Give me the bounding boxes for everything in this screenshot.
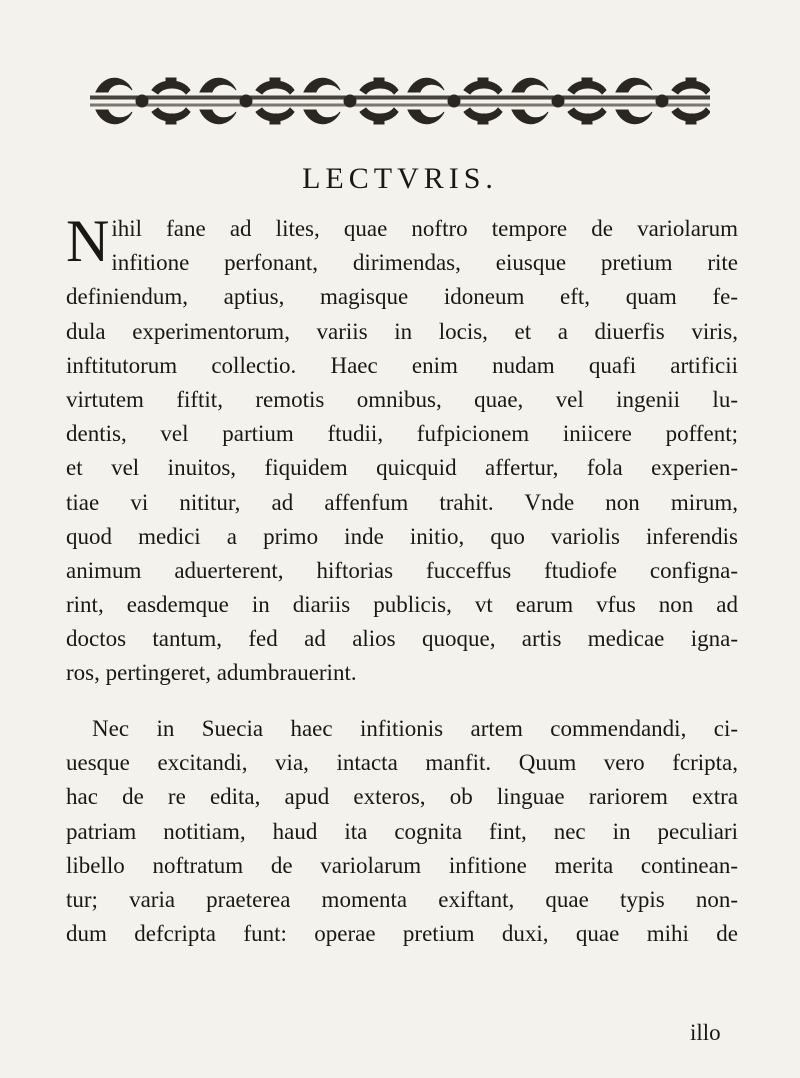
text-line: libello noftratum de variolarum infitione merita continean-	[66, 852, 738, 878]
text-line: definiendum, aptius, magisque idoneum eft, quam fe-	[66, 284, 738, 310]
text-line: dum defcripta funt: operae pretium duxi, quae mihi de	[66, 921, 738, 947]
catchword: illo	[690, 1020, 721, 1045]
text-line: virtutem fiftit, remotis omnibus, quae, vel ingenii lu-	[66, 386, 738, 412]
paragraph-2	[66, 712, 738, 951]
text-line: dentis, vel partium ftudii, fufpicionem iniicere poffent;	[66, 421, 738, 447]
text-line: ros, pertingeret, adumbrauerint.	[66, 660, 357, 686]
text-line: doctos tantum, fed ad alios quoque, artis medicae igna-	[66, 626, 738, 652]
text-line: patriam notitiam, haud ita cognita fint, nec in peculiari	[66, 818, 738, 844]
text-line: quod medici a primo inde initio, quo variolis inferendis	[66, 523, 738, 549]
text-line: Nec in Suecia haec infitionis artem commendandi, ci-	[92, 716, 738, 741]
header-ornament-band	[90, 70, 710, 132]
text-line: dula experimentorum, variis in locis, et a diuerfis viris,	[66, 318, 738, 344]
text-line: tur; varia praeterea momenta exiftant, quae typis non-	[66, 886, 738, 912]
text-line: rint, easdemque in diariis publicis, vt earum vfus non ad	[66, 592, 738, 618]
text-line: et vel inuitos, fiquidem quicquid affertur, fola experien-	[66, 455, 738, 481]
text-line: inftitutorum collectio. Haec enim nudam quafi artificii	[66, 352, 738, 378]
text-line: hac de re edita, apud exteros, ob linguae rariorem extra	[66, 784, 738, 810]
drop-cap: N	[66, 208, 110, 274]
text-line: uesque excitandi, via, intacta manfit. Quum vero fcripta,	[66, 750, 738, 776]
text-line: ihil fane ad lites, quae noftro tempore de variolarum	[111, 216, 738, 241]
paragraph-1	[66, 208, 738, 691]
text-line: animum aduerterent, hiftorias fucceffus ftudiofe configna-	[66, 557, 738, 583]
text-line: infitione perfonant, dirimendas, eiusque pretium rite	[111, 250, 738, 276]
page-title: LECTVRIS.	[302, 162, 498, 195]
text-line: tiae vi nititur, ad affenfum trahit. Vnde non mirum,	[66, 489, 738, 515]
